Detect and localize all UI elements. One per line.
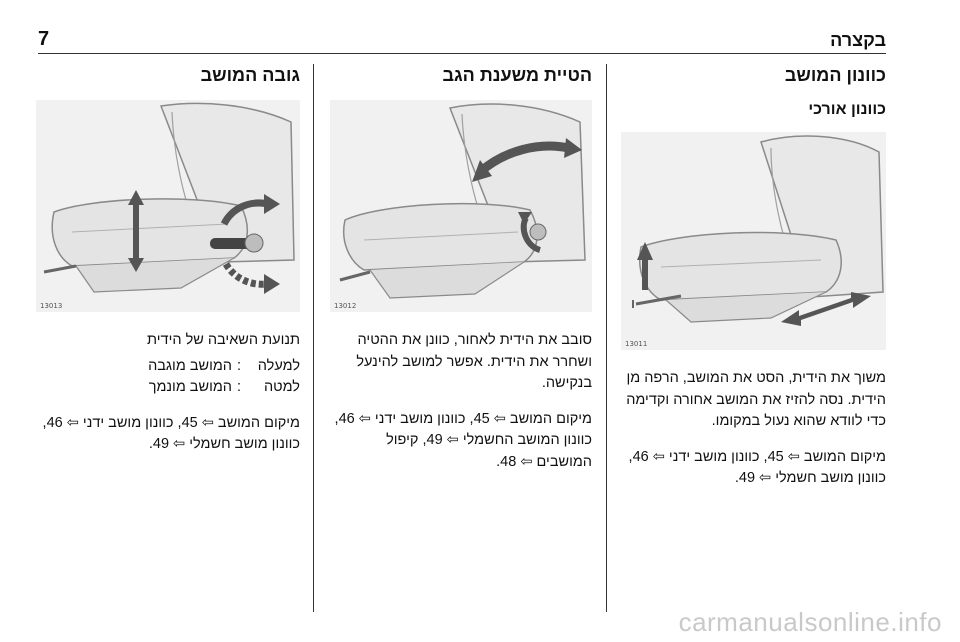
- adjustment-row-up: [34, 356, 300, 378]
- subsection-title: כוונון אורכי: [808, 101, 886, 118]
- chapter-title: בקצרה: [830, 30, 886, 50]
- section-title: גובה המושב: [200, 65, 300, 85]
- section-seat-adjustment: [618, 62, 886, 490]
- figure-code: 13013: [40, 302, 63, 310]
- section-backrest-tilt: [328, 62, 592, 473]
- seat-illustration: [36, 100, 300, 312]
- figure-longitudinal-adjustment: [621, 132, 886, 350]
- adjustment-separator: :: [236, 379, 242, 395]
- watermark: carmanualsonline.info: [678, 607, 942, 637]
- paragraph-references: מיקום המושב ⇦ 45, כוונון מושב ידני ⇦ 46, כוונון מושב חשמלי ⇦ 49.: [628, 448, 886, 486]
- figure-code: 13011: [625, 340, 648, 348]
- seat-illustration: [330, 100, 592, 312]
- figure-code: 13012: [334, 302, 357, 310]
- adjustment-list: [34, 356, 300, 399]
- adjustment-value: המושב מוגבה: [148, 357, 232, 374]
- page-number: 7: [38, 28, 50, 50]
- adjustment-row-down: [34, 377, 300, 399]
- paragraph-references: מיקום המושב ⇦ 45, כוונון מושב ידני ⇦ 46, כוונון מושב חשמלי ⇦ 49.: [42, 414, 300, 452]
- paragraph: סובב את הידית לאחור, כוונן את ההטיה ושחרר את הידית. אפשר למושב להינעל בנקישה.: [356, 332, 592, 391]
- figure-seat-height: [36, 100, 300, 312]
- section-seat-height: [34, 62, 300, 456]
- page-header: [38, 24, 886, 54]
- column-divider: [313, 64, 314, 612]
- section-title: הטיית משענת הגב: [442, 65, 592, 85]
- adjustment-label: למטה: [263, 379, 300, 395]
- column-divider: [606, 64, 607, 612]
- adjustment-value: המושב מונמך: [148, 379, 232, 395]
- section-title: כוונון המושב: [784, 65, 886, 85]
- adjustment-label: למעלה: [257, 357, 300, 374]
- paragraph: משוך את הידית, הסט את המושב, הרפה מן הידית. נסה להזיז את המושב אחורה וקדימה כדי לוודא שהוא נעול במקומו.: [626, 370, 886, 429]
- adjustment-separator: :: [236, 357, 242, 374]
- figure-backrest-tilt: [330, 100, 592, 312]
- paragraph-references: מיקום המושב ⇦ 45, כוונון מושב ידני ⇦ 46, כוונון המושב החשמלי ⇦ 49, קיפול המושבים ⇦ 48.: [334, 410, 592, 470]
- seat-illustration: [621, 132, 886, 350]
- paragraph: תנועת השאיבה של הידית: [147, 332, 300, 348]
